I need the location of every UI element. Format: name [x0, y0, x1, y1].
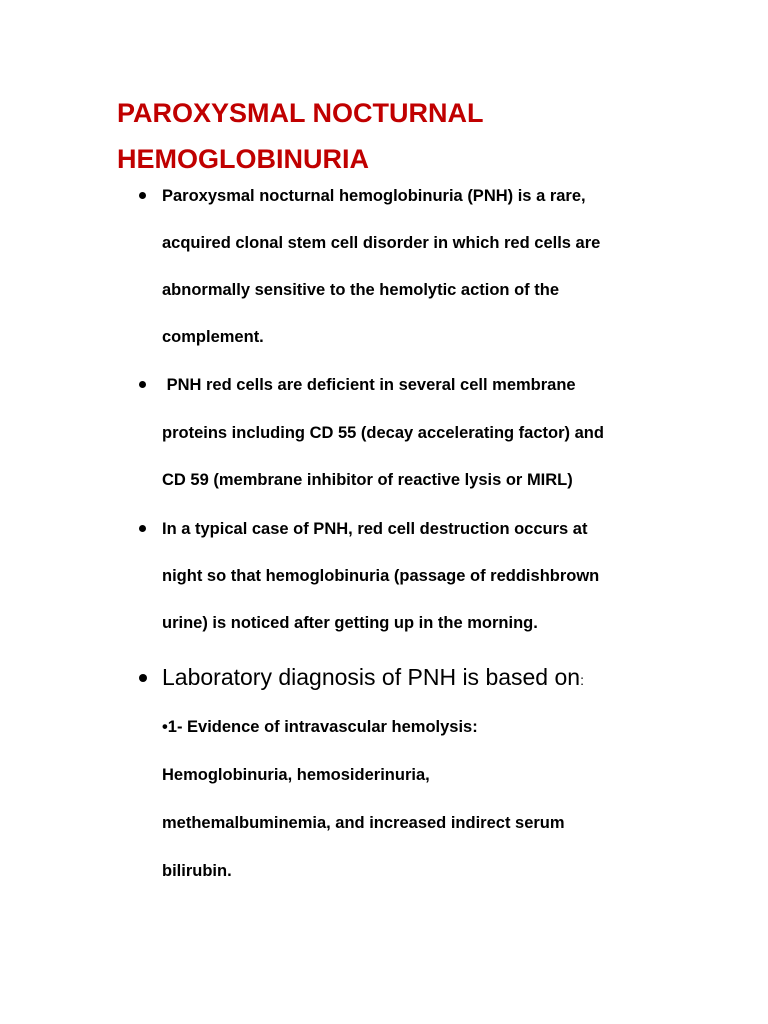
- bullet-2-line-3: CD 59 (membrane inhibitor of reactive lysis or MIRL): [162, 471, 573, 489]
- bullet-2-line-1: PNH red cells are deficient in several cell membrane: [162, 376, 576, 394]
- lab-heading-text: Laboratory diagnosis of PNH is based on: [162, 664, 581, 690]
- bullet-3-line-3: urine) is noticed after getting up in the morning.: [162, 614, 538, 632]
- lab-line-3: methemalbuminemia, and increased indirect serum: [162, 814, 565, 832]
- lab-heading: [162, 662, 584, 695]
- bullet-2-line-2: proteins including CD 55 (decay accelerating factor) and: [162, 424, 604, 442]
- bullet-1-line-3: abnormally sensitive to the hemolytic action of the: [162, 281, 559, 299]
- page-title: PAROXYSMAL NOCTURNAL HEMOGLOBINURIA: [117, 98, 484, 174]
- bullet-marker: [139, 525, 146, 532]
- bullet-3-line-1: In a typical case of PNH, red cell destruction occurs at: [162, 520, 588, 538]
- bullet-1-line-4: complement.: [162, 328, 264, 346]
- bullet-marker: [139, 381, 146, 388]
- bullet-marker: [139, 192, 146, 199]
- lab-heading-colon: :: [580, 672, 584, 688]
- lab-line-2: Hemoglobinuria, hemosiderinuria,: [162, 766, 430, 784]
- bullet-1-line-1: Paroxysmal nocturnal hemoglobinuria (PNH) is a rare,: [162, 187, 586, 205]
- bullet-3-line-2: night so that hemoglobinuria (passage of reddishbrown: [162, 567, 600, 585]
- bullet-marker: [139, 674, 147, 682]
- bullet-1-line-2: acquired clonal stem cell disorder in which red cells are: [162, 234, 601, 252]
- lab-line-4: bilirubin.: [162, 862, 232, 880]
- lab-line-1: •1- Evidence of intravascular hemolysis:: [162, 718, 478, 736]
